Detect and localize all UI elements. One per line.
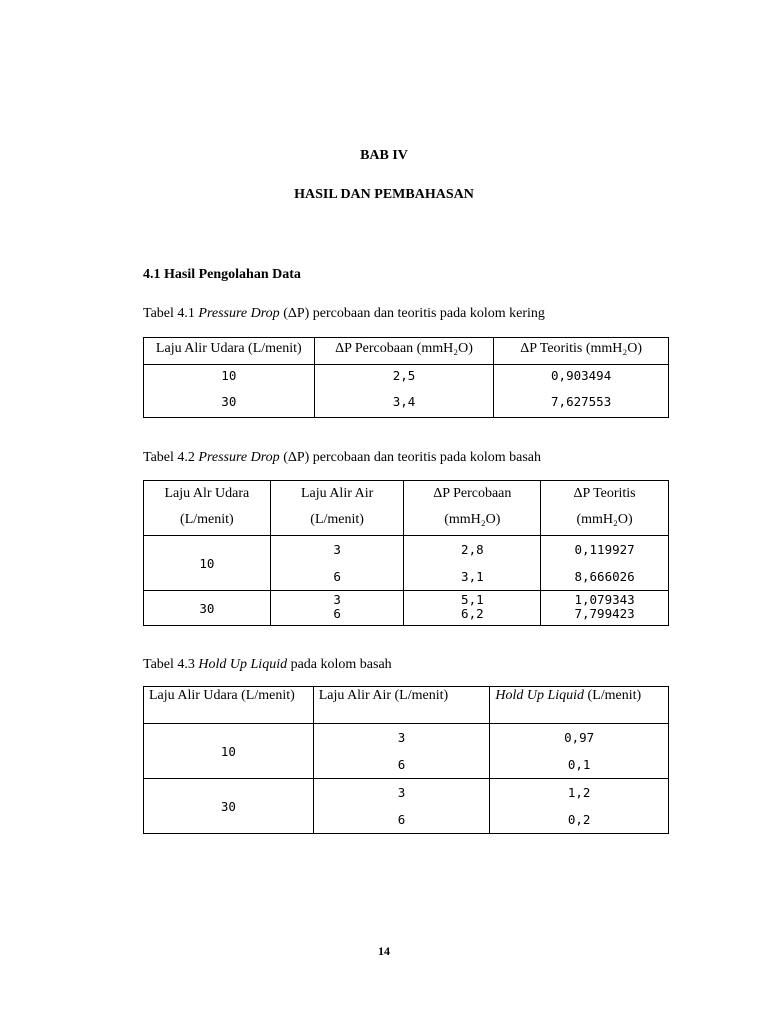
table3-cell-air: 3 6	[313, 779, 490, 834]
table1-header-cell: ΔP Teoritis (mmH₂O)	[494, 338, 669, 365]
table3-header-cell: Laju Alir Udara (L/menit)	[144, 687, 314, 724]
table1-row	[144, 391, 669, 418]
table1-row	[144, 365, 669, 392]
table2-cell-udara: 10	[144, 536, 271, 591]
table3-header-cell: Laju Alir Air (L/menit)	[313, 687, 490, 724]
table3-cell-udara: 10	[144, 724, 314, 779]
table1-cell: 0,903494	[494, 365, 669, 392]
table2-cell-air: 3 6	[270, 591, 404, 626]
table2-row	[144, 591, 669, 626]
table2-cell-udara: 30	[144, 591, 271, 626]
table1-header-cell: ΔP Percobaan (mmH₂O)	[314, 338, 494, 365]
table2-header-cell: ΔP Percobaan (mmH₂O)	[404, 481, 541, 536]
table2-cell-teoritis: 0,119927 8,666026	[541, 536, 669, 591]
page-number: 14	[378, 944, 390, 958]
table2-header-row	[144, 481, 669, 536]
table1-cell: 2,5	[314, 365, 494, 392]
table3-caption: Tabel 4.3 Hold Up Liquid pada kolom basah	[143, 657, 392, 672]
table3-row	[144, 779, 669, 834]
table3-cell-air: 3 6	[313, 724, 490, 779]
table3-cell-holdup: 1,2 0,2	[490, 779, 669, 834]
table2-header-cell: Laju Alir Air (L/menit)	[270, 481, 404, 536]
table2-header-cell: Laju Alr Udara (L/menit)	[144, 481, 271, 536]
table2-caption: Tabel 4.2 Pressure Drop (ΔP) percobaan dan teoritis pada kolom basah	[143, 450, 541, 465]
table3-header-cell: Hold Up Liquid (L/menit)	[490, 687, 669, 724]
table1-header-cell: Laju Alir Udara (L/menit)	[144, 338, 315, 365]
table3-header-row	[144, 687, 669, 724]
table1-cell: 10	[144, 365, 315, 392]
table2-header-cell: ΔP Teoritis (mmH₂O)	[541, 481, 669, 536]
chapter-number: BAB IV	[360, 148, 408, 163]
table1-header-row	[144, 338, 669, 365]
table3-cell-holdup: 0,97 0,1	[490, 724, 669, 779]
section-heading: 4.1 Hasil Pengolahan Data	[143, 267, 301, 282]
table3-cell-udara: 30	[144, 779, 314, 834]
table2-cell-teoritis: 1,079343 7,799423	[541, 591, 669, 626]
table1-cell: 7,627553	[494, 391, 669, 418]
table2-cell-air: 3 6	[270, 536, 404, 591]
table2-row	[144, 536, 669, 591]
table2	[143, 480, 669, 626]
table3	[143, 686, 669, 834]
table1-cell: 30	[144, 391, 315, 418]
chapter-title: HASIL DAN PEMBAHASAN	[294, 187, 474, 202]
table1-caption: Tabel 4.1 Pressure Drop (ΔP) percobaan dan teoritis pada kolom kering	[143, 306, 545, 321]
table1	[143, 337, 669, 418]
table1-cell: 3,4	[314, 391, 494, 418]
table3-row	[144, 724, 669, 779]
table2-cell-percobaan: 5,1 6,2	[404, 591, 541, 626]
table2-cell-percobaan: 2,8 3,1	[404, 536, 541, 591]
